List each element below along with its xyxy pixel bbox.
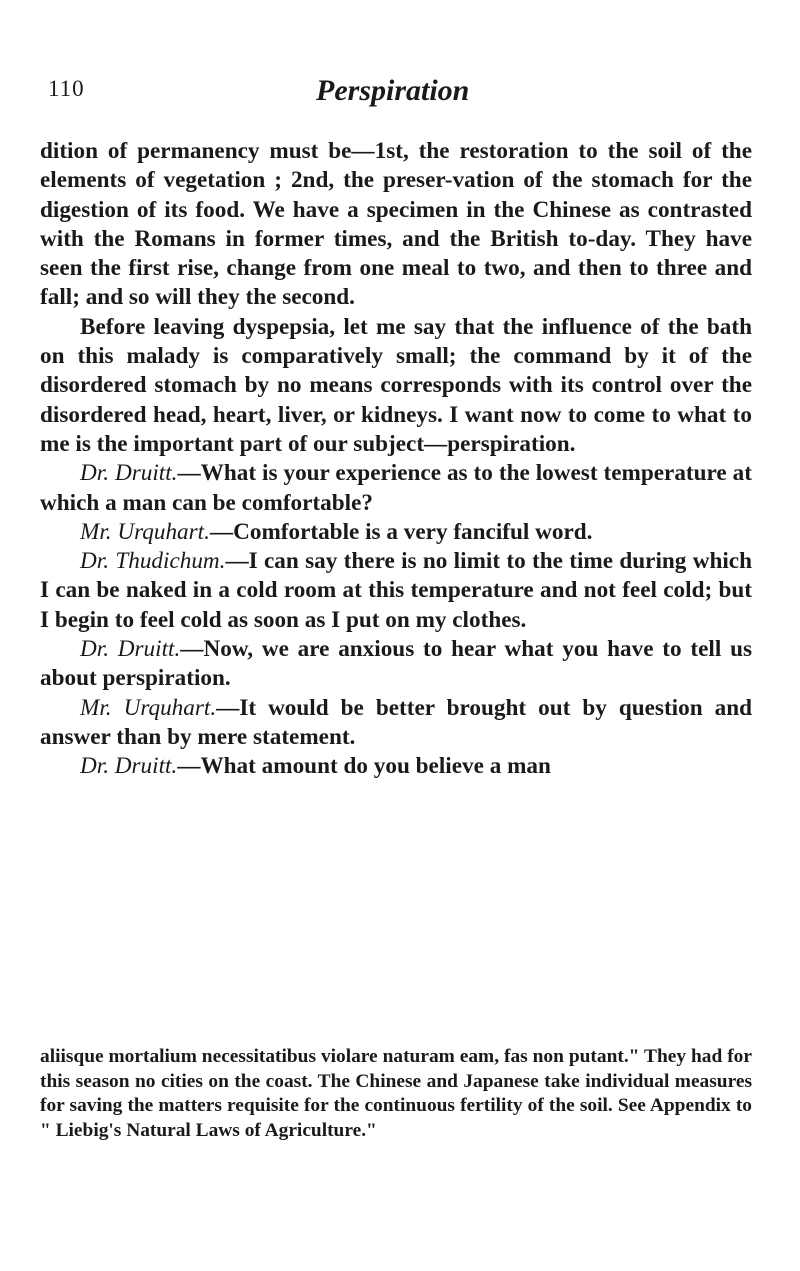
dialogue-text: —It would be better brought out by question and answer than by mere statement. [40, 694, 752, 750]
dialogue-text: —What amount do you believe a man [177, 753, 551, 780]
speaker-name: Mr. Urquhart. [80, 694, 217, 721]
page-number: 110 [48, 76, 85, 101]
running-title: Perspiration [316, 74, 470, 107]
dialogue-line [40, 518, 752, 547]
dialogue-line [40, 694, 752, 753]
footnote-text: aliisque mortalium necessitatibus violare naturam eam, fas non putant." They had for this season no cities on the coast. The Chinese and Japanese take individual measures for saving the matters requisite for the continuous fertility of the soil. See Appendix to " Liebig's Natural Laws of Agriculture." [40, 1046, 752, 1141]
body-text [40, 137, 752, 782]
dialogue-text: —What is your experience as to the lowest temperature at which a man can be comfortable? [40, 460, 753, 516]
page-header [48, 76, 752, 116]
dialogue-text: —I can say there is no limit to the time during which I can be naked in a cold room at this temperature and not feel cold; but I begin to feel cold as soon as I put on my clothes. [40, 548, 752, 633]
dialogue-line [40, 635, 752, 694]
speaker-name: Dr. Druitt. [80, 460, 178, 487]
dialogue-line [40, 459, 752, 518]
paragraph: dition of permanency must be—1st, the restoration to the soil of the elements of vegetation ; 2nd, the preser-vation of the stomach for the digestion of its food. We have a specimen in the Chinese as contrasted with the Romans in former times, and the British to-day. They have seen the first rise, change from one meal to two, and then to three and fall; and so will they the second. [40, 138, 752, 311]
dialogue-text: —Now, we are anxious to hear what you have to tell us about perspiration. [40, 636, 752, 692]
speaker-name: Dr. Thudichum. [80, 548, 226, 575]
footnote [40, 1045, 752, 1143]
paragraph: Before leaving dyspepsia, let me say that the influence of the bath on this malady is comparatively small; the command by it of the disordered stomach by no means corresponds with its control over the disordered head, heart, liver, or kidneys. I want now to come to what to me is the important part of our subject—perspiration. [40, 313, 752, 457]
speaker-name: Dr. Druitt. [80, 636, 181, 663]
book-page [40, 0, 752, 1271]
dialogue-line [40, 752, 752, 781]
dialogue-line [40, 547, 752, 635]
speaker-name: Mr. Urquhart. [80, 518, 210, 545]
dialogue-text: —Comfortable is a very fanciful word. [209, 518, 593, 545]
speaker-name: Dr. Druitt. [80, 753, 178, 780]
